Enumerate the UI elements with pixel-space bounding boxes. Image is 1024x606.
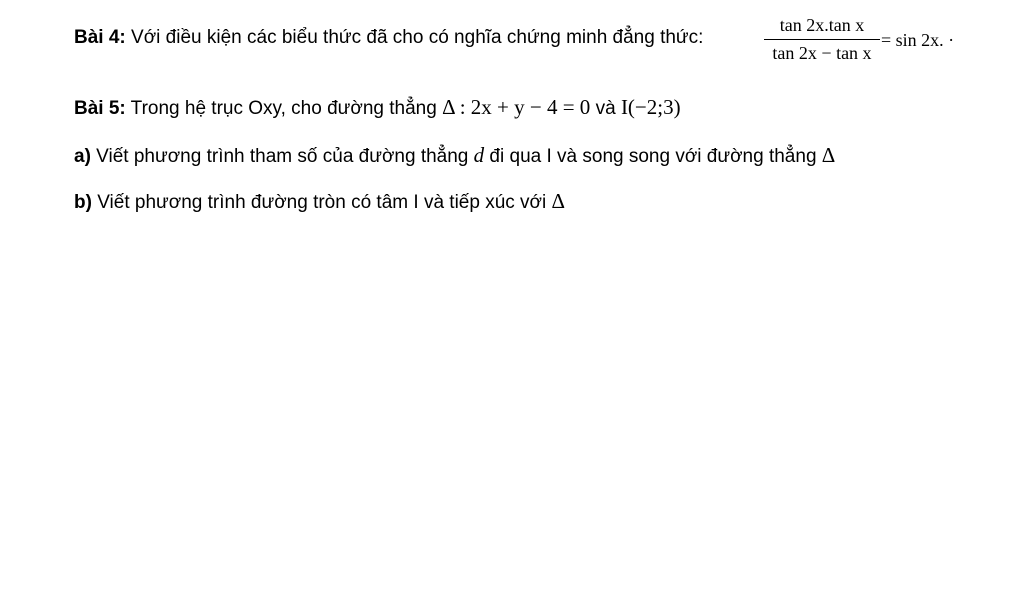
delta-symbol: Δ — [551, 189, 566, 213]
problem-4-text: Với điều kiện các biểu thức đã cho có nghĩa chứng minh đẳng thức: — [125, 27, 704, 48]
part-a-text-before: Viết phương trình tham số của đường thẳng — [90, 146, 474, 167]
problem-5-statement — [74, 95, 681, 121]
part-a-text-after: đi qua I và song song với đường thẳng — [484, 146, 822, 167]
problem-4-rhs: = sin 2x. · — [881, 30, 955, 50]
fraction-numerator: tan 2x.tan x — [779, 15, 865, 35]
part-b-statement — [74, 189, 565, 215]
line-equation: Δ : 2x + y − 4 = 0 — [442, 95, 591, 119]
part-a-statement — [74, 143, 835, 169]
point-i: I(−2;3) — [620, 95, 681, 119]
fraction-denominator: tan 2x − tan x — [772, 43, 872, 63]
delta-symbol: Δ — [821, 143, 836, 167]
problem-5-label: Bài 5: — [74, 98, 126, 119]
problem-4-label: Bài 4: — [74, 27, 126, 48]
part-b-label: b) — [74, 192, 92, 213]
problem-4-statement — [74, 26, 703, 50]
fraction-bar — [764, 39, 880, 40]
problem-4-fraction — [764, 14, 880, 64]
part-a-label: a) — [74, 146, 91, 167]
conjunction-and: và — [590, 98, 621, 119]
problem-5-text: Trong hệ trục Oxy, cho đường thẳng — [125, 98, 443, 119]
variable-d: d — [473, 143, 485, 167]
part-b-text: Viết phương trình đường tròn có tâm I và tiếp xúc với — [91, 192, 552, 213]
